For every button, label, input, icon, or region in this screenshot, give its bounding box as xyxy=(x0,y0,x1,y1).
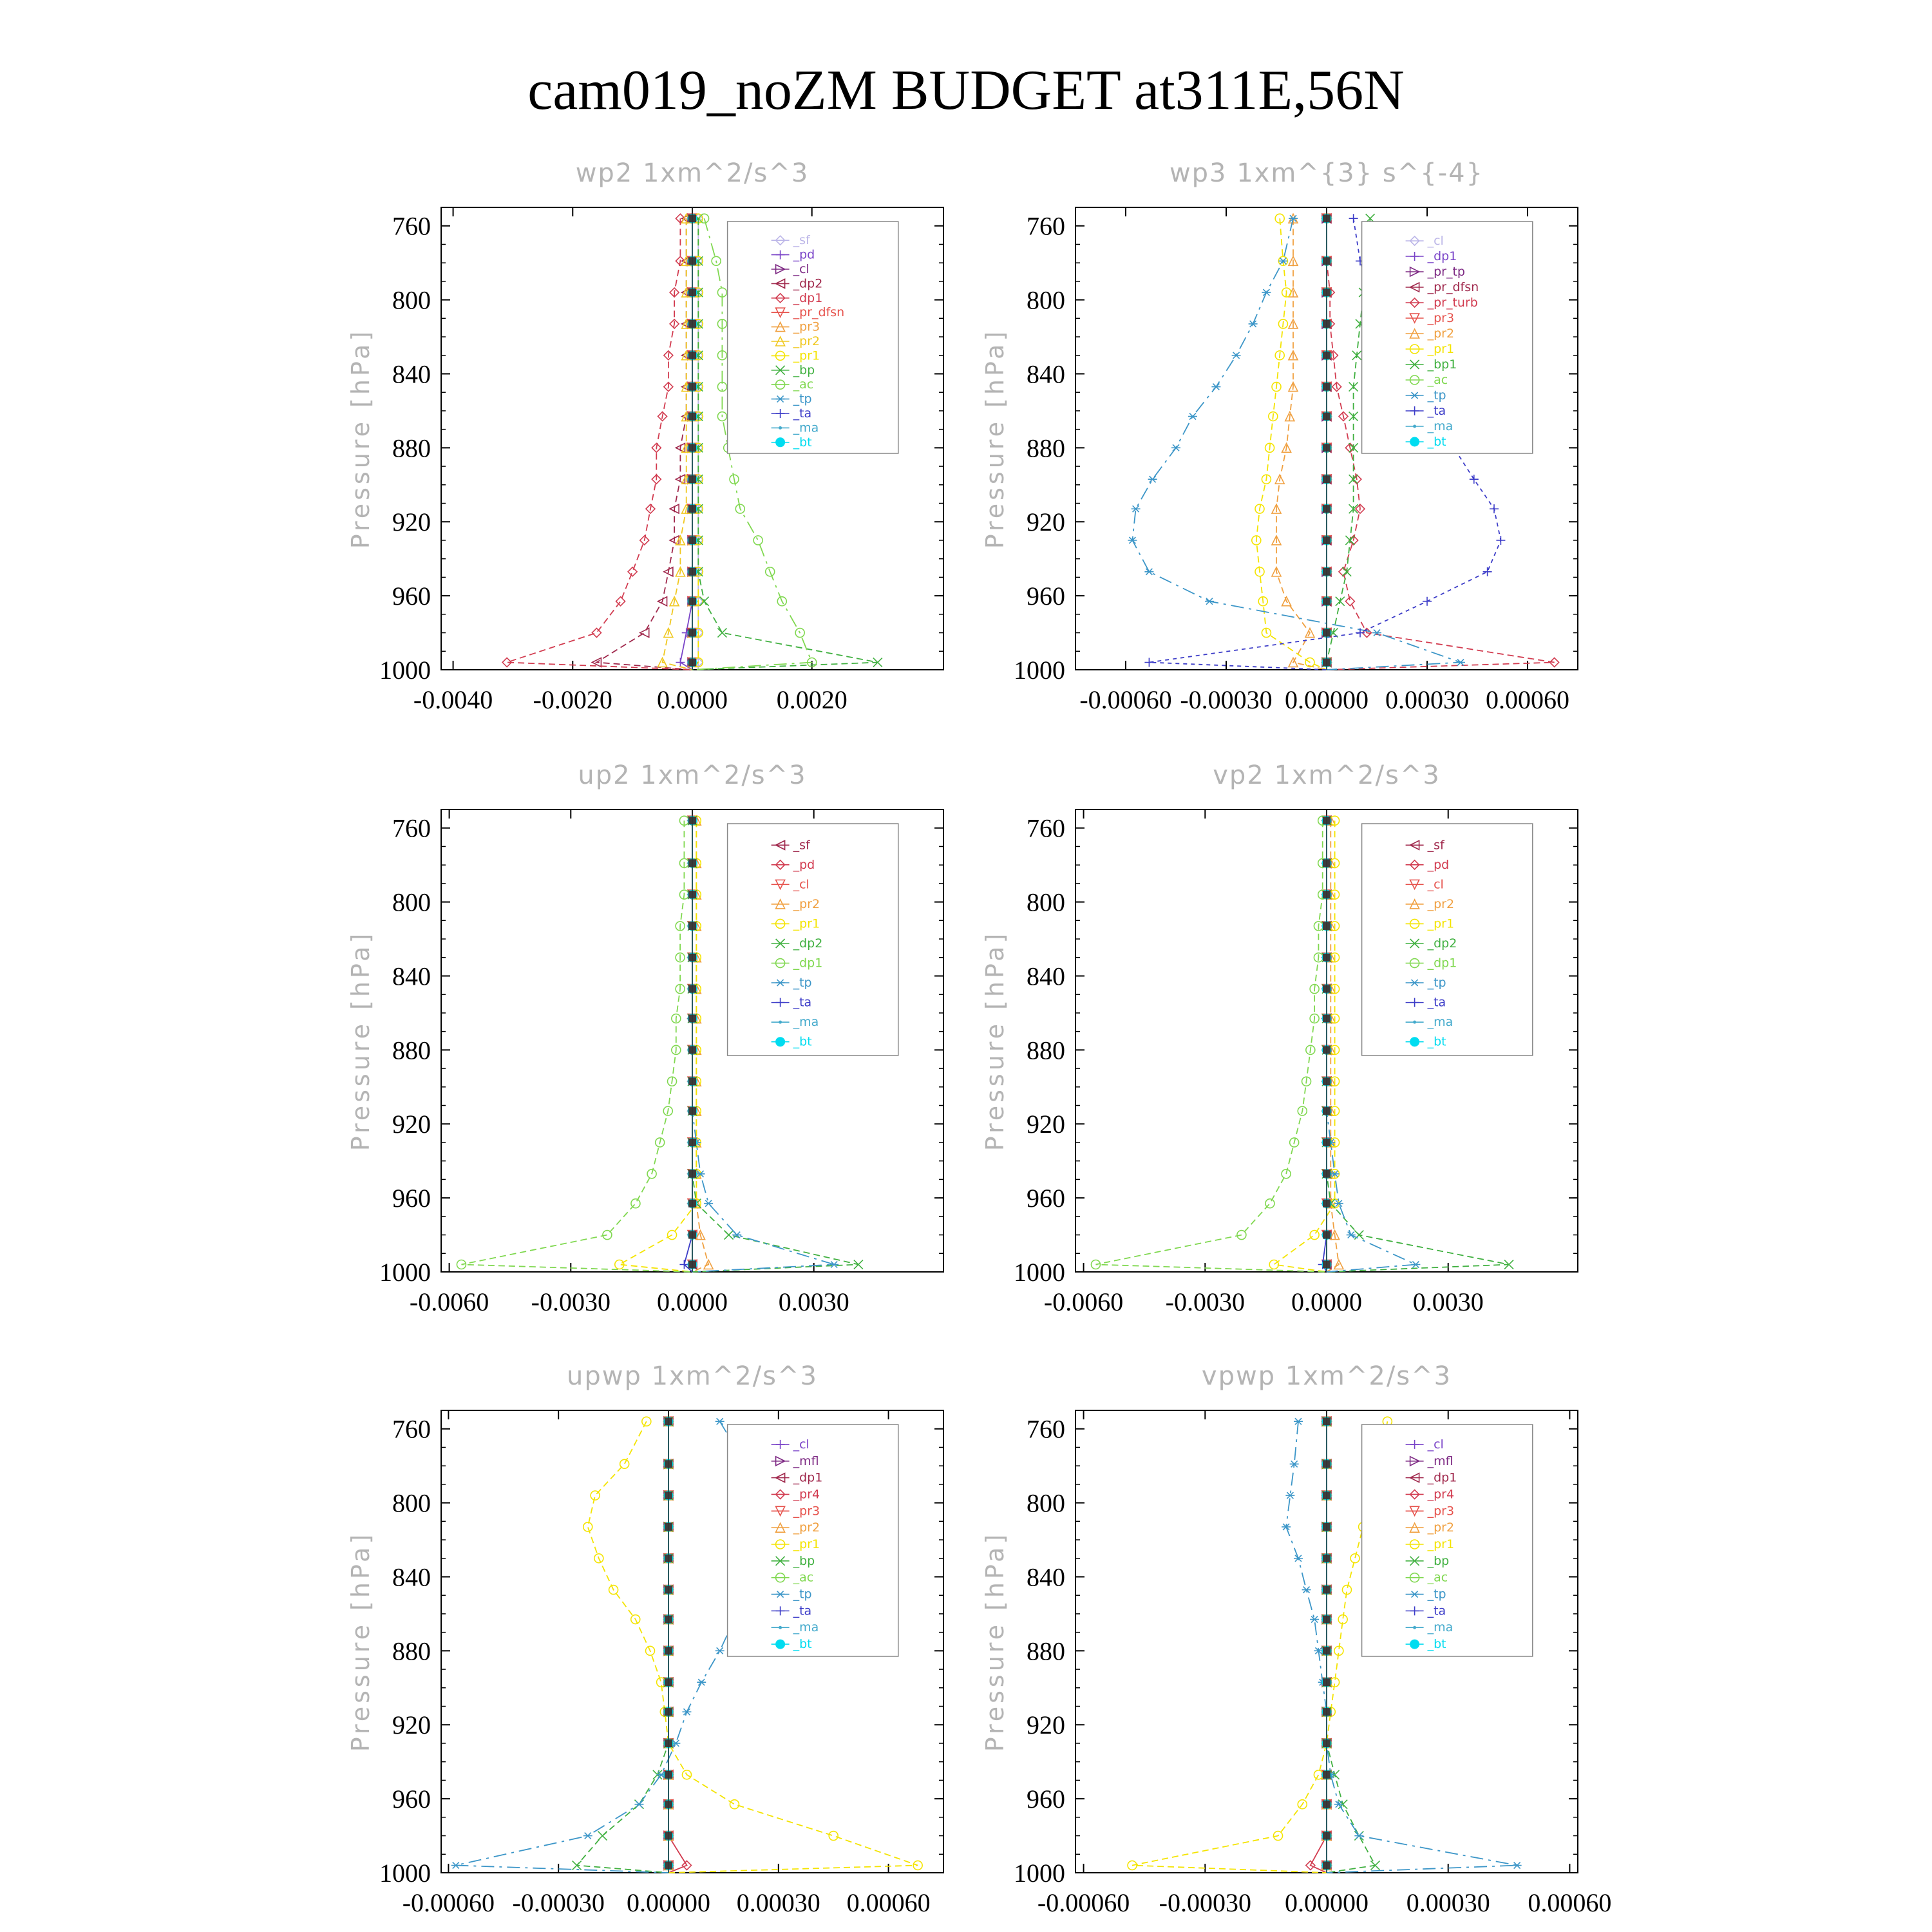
series-dp1 xyxy=(1091,816,1327,1272)
panel-title: upwp 1xm^2/s^3 xyxy=(567,1361,818,1391)
data-point xyxy=(1249,321,1258,327)
data-point xyxy=(676,658,685,667)
y-tick-label: 880 xyxy=(392,1036,431,1065)
legend-entry: _dp1 xyxy=(793,956,823,971)
data-point xyxy=(1356,629,1365,638)
data-point xyxy=(591,1491,600,1500)
y-tick-label: 880 xyxy=(392,1636,431,1666)
data-point xyxy=(1347,1232,1356,1238)
legend-marker xyxy=(1413,1626,1416,1629)
legend-entry: _dp1 xyxy=(1427,956,1457,971)
legend-entry: _bp xyxy=(793,363,815,377)
legend-marker xyxy=(779,1626,782,1629)
legend-entry: _pd xyxy=(1427,857,1450,872)
legend-entry: _ac xyxy=(1427,1570,1448,1585)
legend-entry: _bt xyxy=(793,1034,812,1049)
data-point xyxy=(1265,1199,1274,1208)
series-line xyxy=(507,218,692,670)
y-tick-label: 880 xyxy=(1027,1036,1065,1065)
data-point xyxy=(573,1861,582,1870)
legend-entry: _pr_tp xyxy=(1427,265,1465,279)
legend-marker xyxy=(1410,1640,1419,1649)
x-tick-label: 0.0000 xyxy=(657,1287,728,1316)
series-pr2 xyxy=(1272,214,1327,670)
legend-entry: _cl xyxy=(1427,877,1444,892)
legend-entry: _tp xyxy=(793,976,812,990)
data-point xyxy=(592,629,601,638)
y-tick-label: 960 xyxy=(1027,1785,1065,1814)
y-tick-label: 880 xyxy=(392,433,431,463)
legend-entry: _tp xyxy=(793,392,812,406)
legend-entry: _pr4 xyxy=(1427,1487,1455,1502)
x-tick-label: -0.0060 xyxy=(1043,1287,1124,1316)
x-tick-label: -0.00060 xyxy=(1079,685,1172,714)
y-tick-label: 920 xyxy=(1027,1710,1065,1740)
legend-entry: _ma xyxy=(793,1015,819,1030)
y-tick-label: 840 xyxy=(1027,961,1065,991)
panel-title: wp2 1xm^2/s^3 xyxy=(575,158,810,188)
legend xyxy=(728,1425,898,1656)
y-tick-label: 840 xyxy=(392,961,431,991)
data-point xyxy=(1262,289,1271,296)
legend-entry: _pr1 xyxy=(793,1537,820,1551)
data-point xyxy=(1188,413,1197,420)
data-point xyxy=(1350,1554,1359,1563)
legend-entry: _pr2 xyxy=(1427,896,1455,911)
legend-entry: _ta xyxy=(1427,404,1446,418)
legend-entry: _ma xyxy=(1427,1620,1454,1635)
data-point xyxy=(1513,1862,1522,1869)
legend-entry: _cl xyxy=(1427,234,1444,248)
x-tick-label: 0.0030 xyxy=(778,1287,849,1316)
data-point xyxy=(628,567,637,576)
y-tick-label: 960 xyxy=(392,582,431,611)
series-pr1 xyxy=(1128,1417,1392,1873)
legend-entry: _pr1 xyxy=(1427,342,1455,356)
y-axis-label: Pressure [hPa] xyxy=(981,1531,1009,1752)
legend-entry: _bt xyxy=(1427,1637,1446,1652)
legend-entry: _dp2 xyxy=(1427,936,1457,951)
y-axis-label: Pressure [hPa] xyxy=(981,930,1009,1151)
legend-entry: _pr4 xyxy=(793,1487,820,1502)
series-line xyxy=(596,218,692,670)
data-point xyxy=(1310,1231,1319,1240)
legend-entry: _tp xyxy=(1427,388,1446,402)
legend-marker xyxy=(1413,1021,1416,1024)
legend-entry: _bp xyxy=(793,1553,815,1568)
legend-entry: _ta xyxy=(793,995,812,1010)
legend-entry: _pr1 xyxy=(1427,916,1455,931)
chart-panel-5 xyxy=(346,1361,943,1917)
legend-entry: _bt xyxy=(793,435,812,450)
chart-panel-1 xyxy=(346,158,943,714)
legend-entry: _pr2 xyxy=(793,896,820,911)
legend-entry: _pd xyxy=(793,247,815,262)
legend-entry: _cl xyxy=(793,262,810,276)
legend-entry: _pr2 xyxy=(793,334,820,348)
y-tick-label: 920 xyxy=(392,507,431,537)
y-tick-label: 1000 xyxy=(1014,656,1065,685)
legend-entry: _pr_turb xyxy=(1427,296,1478,310)
y-tick-label: 800 xyxy=(1027,1488,1065,1518)
legend-entry: _pr2 xyxy=(793,1520,820,1535)
data-point xyxy=(1354,1231,1363,1240)
data-point xyxy=(603,1231,612,1240)
y-tick-label: 880 xyxy=(1027,433,1065,463)
data-point xyxy=(640,629,649,638)
legend-entry: _ta xyxy=(793,406,812,421)
data-point xyxy=(1285,1492,1294,1499)
legend-marker xyxy=(1410,437,1419,446)
data-point xyxy=(1144,569,1153,575)
legend-entry: _dp1 xyxy=(1427,1470,1457,1485)
legend-entry: _ac xyxy=(1427,373,1448,387)
series-line xyxy=(462,820,693,1272)
chart-panel-4 xyxy=(981,761,1578,1316)
legend-entry: _pr3 xyxy=(793,1504,820,1519)
legend-entry: _dp2 xyxy=(793,936,823,951)
legend-entry: _dp1 xyxy=(793,1470,823,1485)
series-line xyxy=(1096,820,1327,1272)
y-tick-label: 960 xyxy=(1027,1184,1065,1213)
data-point xyxy=(682,1709,691,1715)
data-point xyxy=(1349,214,1358,223)
series-pr2 xyxy=(658,214,692,670)
x-tick-label: -0.00030 xyxy=(1180,685,1273,714)
legend-entry: _sf xyxy=(793,233,810,248)
data-point xyxy=(1345,597,1354,606)
legend-entry: _pd xyxy=(793,857,815,872)
data-point xyxy=(451,1862,460,1869)
y-tick-label: 760 xyxy=(1027,211,1065,241)
data-point xyxy=(1237,1231,1246,1240)
y-tick-label: 800 xyxy=(392,887,431,917)
data-point xyxy=(1354,1833,1363,1839)
y-tick-label: 840 xyxy=(392,1562,431,1592)
legend-entry: _cl xyxy=(793,877,810,892)
data-point xyxy=(1496,536,1505,545)
legend-entry: _pr1 xyxy=(793,916,820,931)
y-tick-label: 760 xyxy=(392,1414,431,1444)
figure-title: cam019_noZM BUDGET at311E,56N xyxy=(527,59,1405,122)
x-tick-label: 0.00060 xyxy=(846,1888,931,1917)
legend-entry: _ta xyxy=(1427,1604,1446,1618)
legend-entry: _cl xyxy=(793,1437,810,1452)
data-point xyxy=(598,1832,607,1841)
legend xyxy=(1362,824,1533,1056)
legend-entry: _mfl xyxy=(1427,1454,1454,1468)
y-tick-label: 840 xyxy=(392,359,431,389)
data-point xyxy=(620,1459,629,1468)
y-tick-label: 1000 xyxy=(1014,1258,1065,1287)
y-axis-label: Pressure [hPa] xyxy=(346,930,375,1151)
legend-entry: _pr3 xyxy=(1427,1504,1455,1519)
legend-marker xyxy=(1410,1037,1419,1046)
series-line xyxy=(1132,1421,1387,1873)
x-tick-label: -0.0040 xyxy=(413,685,493,714)
data-point xyxy=(1310,1616,1319,1623)
data-point xyxy=(704,1200,713,1207)
panel-title: wp3 1xm^{3} s^{-4} xyxy=(1169,158,1484,188)
x-tick-label: 0.0020 xyxy=(776,685,848,714)
data-point xyxy=(715,1418,724,1425)
legend-entry: _pr_dfsn xyxy=(793,305,845,320)
legend-entry: _ta xyxy=(1427,995,1446,1010)
x-tick-label: -0.0020 xyxy=(533,685,612,714)
legend-entry: _sf xyxy=(793,838,810,853)
data-point xyxy=(1144,658,1153,667)
series-dp2 xyxy=(592,214,692,670)
series-dp1 xyxy=(457,816,692,1272)
y-tick-label: 920 xyxy=(1027,507,1065,537)
data-point xyxy=(829,1262,838,1268)
data-point xyxy=(717,629,726,638)
y-tick-label: 920 xyxy=(392,1710,431,1740)
series-tp xyxy=(451,1418,768,1873)
y-tick-label: 1000 xyxy=(379,656,431,685)
x-tick-label: 0.00000 xyxy=(1285,1888,1368,1917)
legend-entry: _pr1 xyxy=(1427,1537,1455,1551)
y-tick-label: 960 xyxy=(392,1184,431,1213)
legend-entry: _ma xyxy=(1427,1015,1454,1030)
legend-marker xyxy=(776,1640,785,1649)
x-tick-label: -0.00060 xyxy=(1037,1888,1130,1917)
legend-entry: _ma xyxy=(793,421,819,435)
x-tick-label: 0.0000 xyxy=(657,685,728,714)
data-point xyxy=(616,597,625,606)
data-point xyxy=(1470,475,1479,484)
y-tick-label: 960 xyxy=(1027,582,1065,611)
x-tick-label: 0.00000 xyxy=(626,1888,710,1917)
legend-entry: _ta xyxy=(793,1604,812,1618)
panel-title: vpwp 1xm^2/s^3 xyxy=(1201,1361,1452,1391)
data-point xyxy=(1423,597,1432,606)
y-tick-label: 920 xyxy=(392,1110,431,1139)
x-tick-label: 0.00030 xyxy=(1406,1888,1490,1917)
legend-entry: _tp xyxy=(1427,1587,1446,1602)
x-tick-label: -0.00030 xyxy=(512,1888,605,1917)
data-point xyxy=(1148,476,1157,482)
legend-marker xyxy=(776,1037,785,1046)
data-point xyxy=(1294,1555,1303,1562)
data-point xyxy=(631,1199,640,1208)
x-tick-label: -0.00030 xyxy=(1159,1888,1251,1917)
x-tick-label: 0.00000 xyxy=(1285,685,1368,714)
legend-entry: _pr_dfsn xyxy=(1427,280,1479,294)
y-tick-label: 800 xyxy=(1027,887,1065,917)
legend-entry: _bt xyxy=(793,1637,812,1652)
y-tick-label: 840 xyxy=(1027,1562,1065,1592)
x-tick-label: 0.00030 xyxy=(736,1888,820,1917)
legend-entry: _dp2 xyxy=(793,276,823,291)
y-tick-label: 800 xyxy=(392,1488,431,1518)
x-tick-label: -0.00060 xyxy=(402,1888,495,1917)
legend-entry: _cl xyxy=(1427,1437,1444,1452)
legend-entry: _tp xyxy=(1427,976,1446,990)
x-tick-label: 0.00060 xyxy=(1528,1888,1612,1917)
data-point xyxy=(1483,567,1492,576)
y-tick-label: 1000 xyxy=(379,1859,431,1888)
legend xyxy=(1362,1425,1533,1656)
legend-entry: _pr3 xyxy=(793,319,820,334)
data-point xyxy=(715,1647,724,1654)
y-tick-label: 880 xyxy=(1027,1636,1065,1666)
legend-entry: _ma xyxy=(793,1620,819,1635)
y-tick-label: 760 xyxy=(392,211,431,241)
legend xyxy=(1362,222,1533,453)
data-point xyxy=(1490,504,1499,513)
data-point xyxy=(1269,1260,1278,1269)
y-tick-label: 840 xyxy=(1027,359,1065,389)
legend-entry: _ma xyxy=(1427,419,1454,433)
legend-marker xyxy=(776,438,785,447)
legend-entry: _bt xyxy=(1427,435,1446,449)
legend-entry: _pr1 xyxy=(793,348,820,363)
legend-entry: _ac xyxy=(793,377,814,392)
data-point xyxy=(700,597,709,606)
y-tick-label: 1000 xyxy=(379,1258,431,1287)
data-point xyxy=(1232,352,1241,359)
legend xyxy=(728,824,898,1056)
chart-panel-2 xyxy=(981,158,1578,714)
y-tick-label: 800 xyxy=(1027,285,1065,315)
x-tick-label: -0.0030 xyxy=(1165,1287,1245,1316)
legend-marker xyxy=(779,1021,782,1024)
legend-marker xyxy=(1413,425,1416,428)
data-point xyxy=(1456,659,1465,666)
series-line xyxy=(577,1421,668,1873)
legend-entry: _pr2 xyxy=(1427,327,1455,341)
y-axis-label: Pressure [hPa] xyxy=(346,328,375,549)
y-tick-label: 960 xyxy=(392,1785,431,1814)
x-tick-label: -0.0030 xyxy=(531,1287,611,1316)
data-point xyxy=(583,1833,592,1839)
data-point xyxy=(724,1231,734,1240)
y-tick-label: 760 xyxy=(1027,813,1065,843)
legend-entry: _tp xyxy=(793,1587,812,1602)
panel-title: up2 1xm^2/s^3 xyxy=(578,761,807,790)
legend xyxy=(728,222,898,453)
data-point xyxy=(1411,1262,1420,1268)
legend-entry: _bp1 xyxy=(1427,357,1457,372)
data-point xyxy=(753,536,762,545)
panel-title: vp2 1xm^2/s^3 xyxy=(1213,761,1441,790)
series-line xyxy=(456,1421,764,1873)
y-tick-label: 920 xyxy=(1027,1110,1065,1139)
data-point xyxy=(1336,597,1345,606)
data-point xyxy=(1171,444,1180,451)
x-tick-label: -0.0060 xyxy=(409,1287,489,1316)
y-tick-label: 800 xyxy=(392,285,431,315)
data-point xyxy=(829,1832,838,1841)
chart-panel-6 xyxy=(981,1361,1611,1917)
legend-entry: _mfl xyxy=(793,1454,819,1468)
chart-panel-3 xyxy=(346,761,943,1316)
y-tick-label: 1000 xyxy=(1014,1859,1065,1888)
data-point xyxy=(697,1679,706,1685)
legend-entry: _pr3 xyxy=(1427,311,1455,325)
legend-entry: _pr2 xyxy=(1427,1520,1455,1535)
legend-entry: _ac xyxy=(793,1570,814,1585)
legend-entry: _bp xyxy=(1427,1553,1450,1568)
legend-entry: _dp1 xyxy=(1427,249,1457,263)
series-dp1 xyxy=(502,214,692,670)
legend-entry: _dp1 xyxy=(793,290,823,305)
data-point xyxy=(854,1260,863,1269)
x-tick-label: 0.00030 xyxy=(1385,685,1469,714)
data-point xyxy=(730,1800,739,1809)
y-axis-label: Pressure [hPa] xyxy=(346,1531,375,1752)
x-tick-label: 0.00060 xyxy=(1486,685,1569,714)
data-point xyxy=(583,1522,592,1531)
legend-marker xyxy=(779,426,782,430)
legend-entry: _bt xyxy=(1427,1034,1446,1049)
y-tick-label: 760 xyxy=(392,813,431,843)
data-point xyxy=(1205,598,1214,605)
series-bp xyxy=(573,1417,673,1873)
x-tick-label: 0.0030 xyxy=(1412,1287,1484,1316)
x-tick-label: 0.0000 xyxy=(1291,1287,1362,1316)
y-axis-label: Pressure [hPa] xyxy=(981,328,1009,549)
y-tick-label: 760 xyxy=(1027,1414,1065,1444)
data-point xyxy=(1211,384,1220,390)
legend-entry: _sf xyxy=(1427,838,1444,853)
